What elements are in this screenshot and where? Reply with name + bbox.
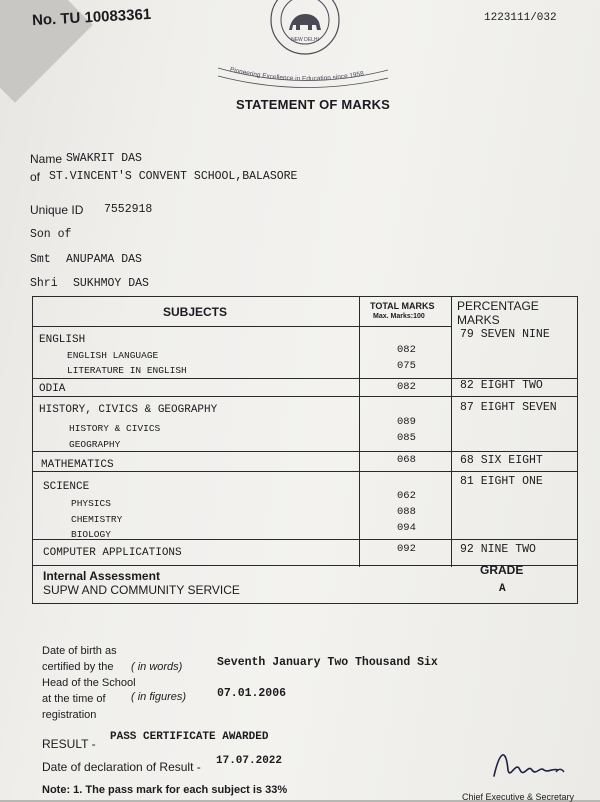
dob-label-line1: Date of birth as [42, 645, 117, 657]
dob-label-line5: registration [42, 709, 97, 721]
declaration-label: Date of declaration of Result - [42, 760, 201, 774]
unique-id-value: 7552918 [104, 203, 153, 216]
subject-computer-applications: COMPUTER APPLICATIONS [43, 547, 182, 559]
school-label: of [30, 170, 41, 184]
subject-odia: ODIA [39, 383, 66, 395]
council-emblem-icon [250, 0, 360, 60]
marks-english-language: 082 [397, 344, 416, 356]
result-label: RESULT - [42, 737, 96, 751]
percentage-english: 79 SEVEN NINE [460, 328, 550, 341]
name-label: Name [30, 152, 63, 166]
marks-history-civics: 089 [397, 416, 416, 428]
max-marks-note: Max. Marks:100 [373, 313, 425, 320]
subject-part-literature: LITERATURE IN ENGLISH [67, 365, 187, 376]
subject-part-history-civics: HISTORY & CIVICS [69, 423, 161, 434]
subject-english: ENGLISH [39, 334, 86, 346]
internal-assessment-label: Internal Assessment [43, 569, 160, 583]
subject-science: SCIENCE [43, 481, 90, 493]
subject-part-biology: BIOLOGY [71, 529, 111, 540]
marks-odia: 082 [397, 381, 416, 393]
result-value: PASS CERTIFICATE AWARDED [110, 731, 269, 743]
reference-number: 1223111/032 [484, 12, 557, 24]
signature-caption: Chief Executive & Secretary [462, 792, 575, 802]
marks-table [32, 296, 578, 604]
marks-biology: 094 [397, 522, 416, 534]
father-prefix: Shri [30, 277, 58, 290]
motto-banner [208, 58, 398, 88]
percentage-odia: 82 EIGHT TWO [460, 379, 543, 392]
marks-physics: 062 [397, 490, 416, 502]
emblem-place-text: NEW DELHI [291, 37, 319, 43]
subject-mathematics: MATHEMATICS [41, 459, 114, 471]
percentage-computer-applications: 92 NINE TWO [460, 543, 536, 556]
total-marks-header: TOTAL MARKS [370, 301, 435, 311]
dob-label-line2: certified by the [42, 661, 114, 673]
percentage-header: PERCENTAGE MARKS [457, 299, 539, 327]
marks-chemistry: 088 [397, 506, 416, 518]
subject-part-english-language: ENGLISH LANGUAGE [67, 350, 159, 361]
dob-in-figures: 07.01.2006 [217, 687, 287, 700]
dob-words-note: ( in words) [131, 661, 183, 673]
marks-literature: 075 [397, 360, 416, 372]
signature-icon [486, 740, 576, 790]
dob-figures-note: ( in figures) [131, 691, 187, 703]
son-of-label: Son of [30, 228, 72, 241]
motto-text: Pioneering Excellence in Education since 1958 [229, 66, 365, 83]
supw-label: SUPW AND COMMUNITY SERVICE [43, 583, 240, 597]
unique-id-label: Unique ID [30, 203, 84, 217]
percentage-mathematics: 68 SIX EIGHT [460, 454, 543, 467]
declaration-date: 17.07.2022 [216, 755, 283, 767]
dob-in-words: Seventh January Two Thousand Six [217, 656, 438, 669]
marks-mathematics: 068 [397, 454, 416, 466]
percentage-history: 87 EIGHT SEVEN [460, 401, 557, 414]
marks-geography: 085 [397, 432, 416, 444]
subject-history-civics-geography: HISTORY, CIVICS & GEOGRAPHY [39, 404, 218, 416]
subjects-header: SUBJECTS [163, 305, 228, 319]
subject-part-physics: PHYSICS [71, 498, 111, 509]
document-title: STATEMENT OF MARKS [236, 97, 391, 112]
dob-label-line3: Head of the School [42, 677, 136, 689]
father-name: SUKHMOY DAS [73, 277, 149, 290]
pass-mark-note: Note: 1. The pass mark for each subject is 33% [42, 784, 288, 796]
svg-text:Pioneering Excellence in Educa [229, 66, 365, 82]
marks-computer-applications: 092 [397, 543, 416, 555]
grade-header: GRADE [480, 563, 524, 577]
mother-prefix: Smt [30, 253, 51, 266]
dob-label-line4: at the time of [42, 693, 106, 705]
mother-name: ANUPAMA DAS [66, 253, 142, 266]
percentage-science: 81 EIGHT ONE [460, 475, 543, 488]
school-name: ST.VINCENT'S CONVENT SCHOOL,BALASORE [49, 170, 298, 183]
candidate-name: SWAKRIT DAS [66, 152, 142, 165]
supw-grade: A [499, 583, 506, 595]
serial-number: No. TU 10083361 [31, 5, 152, 30]
subject-part-chemistry: CHEMISTRY [71, 514, 123, 525]
subject-part-geography: GEOGRAPHY [69, 439, 121, 450]
